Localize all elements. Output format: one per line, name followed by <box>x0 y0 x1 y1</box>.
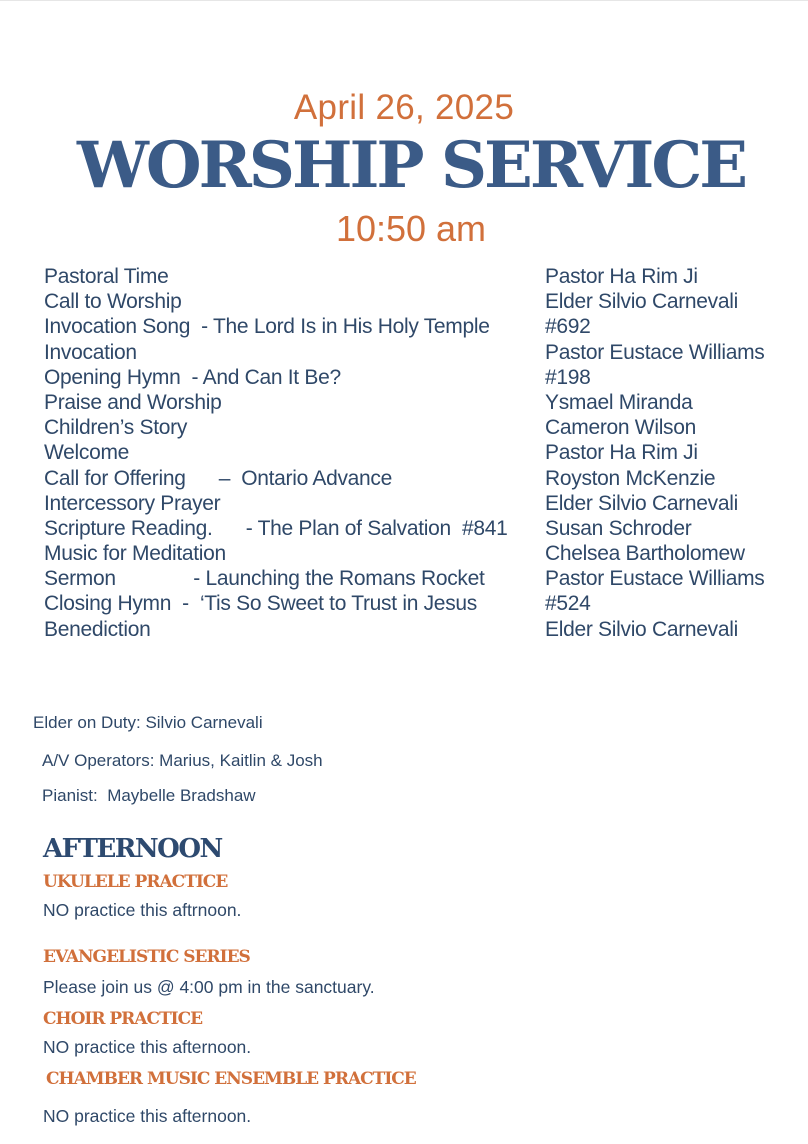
program-person: Pastor Eustace Williams <box>545 567 765 591</box>
program-row <box>44 567 804 592</box>
program-person: Pastor Ha Rim Ji <box>545 265 698 288</box>
program-item: Closing Hymn - ‘Tis So Sweet to Trust in Jesus <box>44 592 477 616</box>
program-person: Chelsea Bartholomew <box>545 542 745 566</box>
program-row <box>44 391 804 416</box>
program-item: Benediction <box>44 617 151 641</box>
program-item: Invocation Song - The Lord Is in His Holy Temple <box>44 315 490 339</box>
av-operators: A/V Operators: Marius, Kaitlin & Josh <box>42 751 323 770</box>
program-person: Elder Silvio Carnevali <box>545 617 738 641</box>
program-person: Pastor Eustace Williams <box>545 340 765 364</box>
section-body-choir: NO practice this afternoon. <box>43 1037 252 1057</box>
program-row <box>44 618 804 643</box>
page-title: WORSHIP SERVICE <box>76 128 746 203</box>
program-row <box>44 366 804 391</box>
program-row <box>44 290 804 315</box>
program-person: Cameron Wilson <box>545 416 697 440</box>
program-row <box>44 467 804 492</box>
elder-on-duty: Elder on Duty: Silvio Carnevali <box>33 713 263 732</box>
program-person: #692 <box>545 315 591 339</box>
program-row <box>44 265 804 290</box>
program-item: Intercessory Prayer <box>44 491 221 515</box>
program-item: Praise and Worship <box>44 390 222 414</box>
program-item: Children’s Story <box>44 416 188 440</box>
program-row <box>44 315 804 340</box>
section-body-ukulele: NO practice this aftrnoon. <box>43 900 242 920</box>
program-row <box>44 542 804 567</box>
program-person: #524 <box>545 592 591 616</box>
program-person: Elder Silvio Carnevali <box>545 491 738 515</box>
pianist: Pianist: Maybelle Bradshaw <box>42 786 256 805</box>
program-row <box>44 592 804 617</box>
program-person: Elder Silvio Carnevali <box>545 290 738 314</box>
program-row <box>44 416 804 441</box>
section-body-evangelistic: Please join us @ 4:00 pm in the sanctuary. <box>43 977 375 997</box>
service-time: 10:50 am <box>335 208 487 249</box>
top-border <box>0 0 808 1</box>
program-row <box>44 517 804 542</box>
section-title-chamber: CHAMBER MUSIC ENSEMBLE PRACTICE <box>46 1069 416 1089</box>
program-person: Susan Schroder <box>545 516 692 540</box>
program-item: Sermon - Launching the Romans Rocket <box>44 567 485 591</box>
program-item: Call to Worship <box>44 290 182 314</box>
afternoon-heading: AFTERNOON <box>43 834 222 864</box>
program-person: Ysmael Miranda <box>545 390 693 414</box>
program-person: #198 <box>545 365 591 389</box>
program-item: Music for Meditation <box>44 542 226 566</box>
program-item: Scripture Reading. - The Plan of Salvation #841 <box>44 516 508 540</box>
program-item: Opening Hymn - And Can It Be? <box>44 365 341 389</box>
order-of-service <box>44 265 804 643</box>
program-item: Pastoral Time <box>44 265 169 288</box>
program-item: Welcome <box>44 441 130 465</box>
section-title-choir: CHOIR PRACTICE <box>43 1009 203 1029</box>
section-title-evangelistic: EVANGELISTIC SERIES <box>43 947 250 967</box>
program-row <box>44 441 804 466</box>
program-person: Pastor Ha Rim Ji <box>545 441 698 465</box>
program-row <box>44 492 804 517</box>
program-row <box>44 341 804 366</box>
program-item: Invocation <box>44 340 137 364</box>
service-date: April 26, 2025 <box>293 88 515 127</box>
section-title-ukulele: UKULELE PRACTICE <box>43 872 228 892</box>
program-item: Call for Offering – Ontario Advance <box>44 466 392 490</box>
program-person: Royston McKenzie <box>545 466 716 490</box>
section-body-chamber: NO practice this afternoon. <box>43 1106 252 1126</box>
